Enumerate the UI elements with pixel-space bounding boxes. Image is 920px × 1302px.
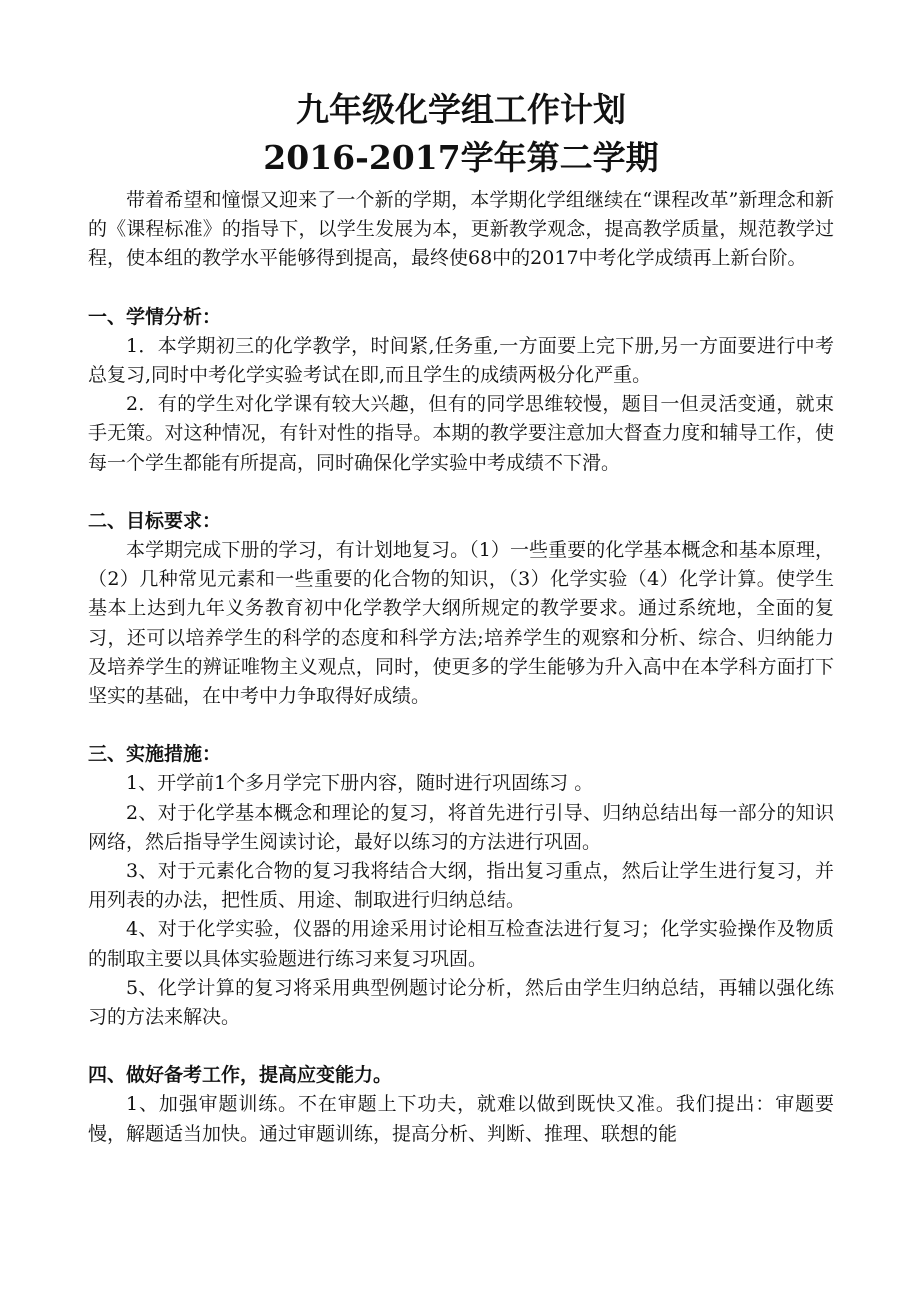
document-page: [88, 86, 834, 1149]
section-gap: [88, 478, 834, 507]
section-heading: 四、做好备考工作，提高应变能力。: [88, 1064, 393, 1087]
section-gap: [88, 711, 834, 740]
section-paragraph: 1．本学期初三的化学教学，时间紧,任务重,一方面要上完下册,另一方面要进行中考总复习,同时中考化学实验考试在即,而且学生的成绩两极分化严重。: [88, 334, 834, 387]
section-heading: 一、学情分析：: [88, 305, 222, 328]
document-subtitle: 2016-2017学年第二学期: [263, 138, 659, 177]
section-gap: [88, 1032, 834, 1061]
section-gap: [88, 274, 834, 303]
section-paragraph: 4、对于化学实验，仪器的用途采用讨论相互检查法进行复习；化学实验操作及物质的制取主要以具体实验题进行练习来复习巩固。: [88, 918, 834, 970]
section-measures: [88, 740, 834, 1032]
section-paragraph: 3、对于元素化合物的复习我将结合大纲，指出复习重点，然后让学生进行复习，并用列表的办法，把性质、用途、制取进行归纳总结。: [88, 860, 834, 912]
section-paragraph: 1、加强审题训练。不在审题上下功夫，就难以做到既快又准。我们提出：审题要慢，解题适当加快。通过审题训练，提高分析、判断、推理、联想的能: [88, 1093, 834, 1145]
section-paragraph: 1、开学前1个多月学完下册内容，随时进行巩固练习 。: [126, 772, 594, 795]
section-heading: 二、目标要求：: [88, 509, 222, 532]
section-paragraph: 2．有的学生对化学课有较大兴趣，但有的同学思维较慢，题目一但灵活变通，就束手无策。对这种情况，有针对性的指导。本期的教学要注意加大督查力度和辅导工作，使每一个学生都能有所提高，同时确保化学实验中考成绩不下滑。: [88, 393, 834, 474]
section-paragraph: 2、对于化学基本概念和理论的复习，将首先进行引导、归纳总结出每一部分的知识网络，然后指导学生阅读讨论，最好以练习的方法进行巩固。: [88, 801, 834, 853]
document-title: 九年级化学组工作计划: [296, 90, 626, 129]
intro-paragraph: 带着希望和憧憬又迎来了一个新的学期，本学期化学组继续在“课程改革”新理念和新的《课程标准》的指导下，以学生发展为本，更新教学观念，提高教学质量，规范教学过程，使本组的教学水平能够得到提高，最终使68中的2017中考化学成绩再上新台阶。: [88, 189, 834, 270]
section-situation-analysis: [88, 303, 834, 478]
section-exam-preparation: [88, 1061, 834, 1149]
section-paragraph: 5、化学计算的复习将采用典型例题讨论分析，然后由学生归纳总结，再辅以强化练习的方法来解决。: [88, 976, 834, 1029]
section-goals: [88, 507, 834, 711]
section-paragraph: 本学期完成下册的学习，有计划地复习。（1）一些重要的化学基本概念和基本原理，（2）几种常见元素和一些重要的化合物的知识，（3）化学实验（4）化学计算。使学生基本上达到九年义务教育初中化学教学大纲所规定的教学要求。通过系统地，全面的复习，还可以培养学生的科学的态度和科学方法;培养学生的观察和分析、综合、归纳能力及培养学生的辨证唯物主义观点，同时，使更多的学生能够为升入高中在本学科方面打下坚实的基础，在中考中力争取得好成绩。: [88, 539, 834, 708]
section-heading: 三、实施措施：: [88, 743, 222, 766]
